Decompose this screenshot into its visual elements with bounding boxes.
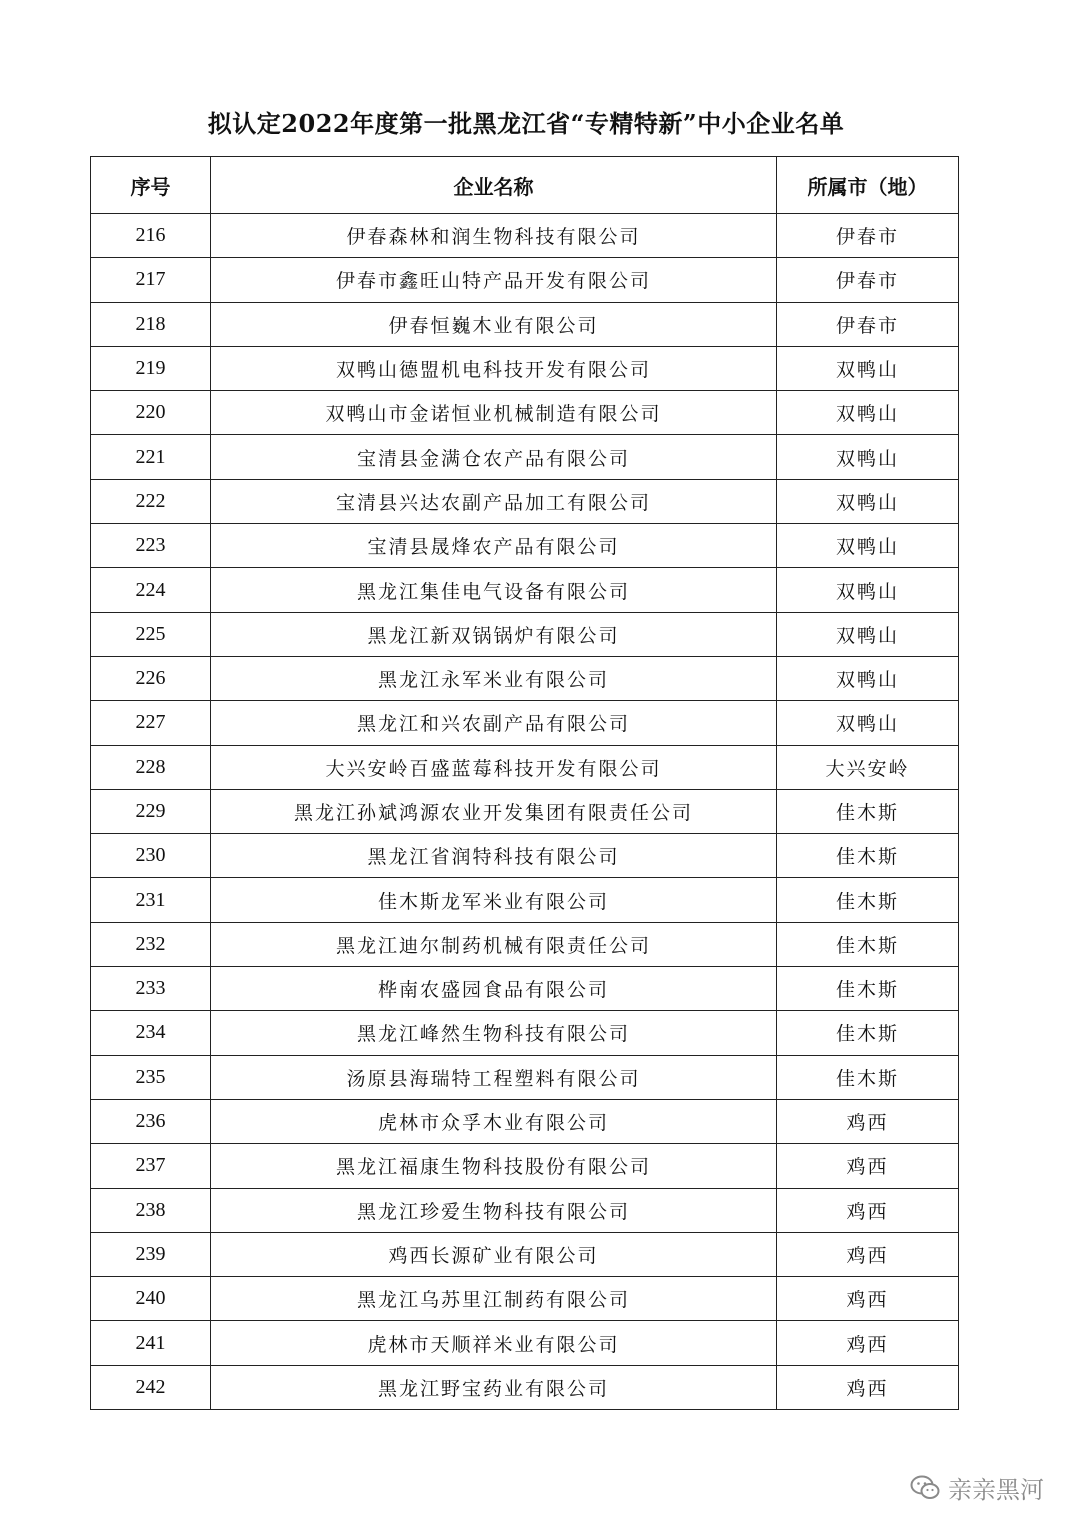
row-city: 佳木斯 (777, 967, 959, 1011)
table-row (91, 435, 959, 479)
row-city: 双鸭山 (777, 435, 959, 479)
table-header-row (91, 157, 959, 214)
table-row (91, 878, 959, 922)
row-index: 223 (91, 524, 211, 568)
row-index: 231 (91, 878, 211, 922)
row-enterprise-name: 黑龙江乌苏里江制药有限公司 (211, 1277, 777, 1321)
table-row (91, 701, 959, 745)
row-city: 双鸭山 (777, 568, 959, 612)
table-row (91, 346, 959, 390)
row-enterprise-name: 黑龙江集佳电气设备有限公司 (211, 568, 777, 612)
row-index: 217 (91, 258, 211, 302)
document-title: 拟认定2022年度第一批黑龙江省“专精特新”中小企业名单 (207, 109, 845, 138)
row-enterprise-name: 黑龙江珍爱生物科技有限公司 (211, 1188, 777, 1232)
row-city: 大兴安岭 (777, 745, 959, 789)
table-row (91, 1321, 959, 1365)
table-row (91, 302, 959, 346)
row-city: 佳木斯 (777, 834, 959, 878)
table-row (91, 1365, 959, 1409)
table-row (91, 258, 959, 302)
row-enterprise-name: 黑龙江和兴农副产品有限公司 (211, 701, 777, 745)
table-row (91, 1232, 959, 1276)
table-row (91, 745, 959, 789)
row-index: 220 (91, 391, 211, 435)
row-city: 双鸭山 (777, 391, 959, 435)
row-index: 238 (91, 1188, 211, 1232)
row-index: 218 (91, 302, 211, 346)
row-index: 233 (91, 967, 211, 1011)
row-city: 佳木斯 (777, 789, 959, 833)
row-index: 241 (91, 1321, 211, 1365)
row-city: 鸡西 (777, 1365, 959, 1409)
row-index: 235 (91, 1055, 211, 1099)
row-city: 伊春市 (777, 258, 959, 302)
table-row (91, 214, 959, 258)
table-row (91, 834, 959, 878)
row-city: 双鸭山 (777, 479, 959, 523)
row-index: 228 (91, 745, 211, 789)
row-enterprise-name: 伊春市鑫旺山特产品开发有限公司 (211, 258, 777, 302)
row-enterprise-name: 大兴安岭百盛蓝莓科技开发有限公司 (211, 745, 777, 789)
row-index: 227 (91, 701, 211, 745)
table-row (91, 1188, 959, 1232)
row-enterprise-name: 宝清县金满仓农产品有限公司 (211, 435, 777, 479)
row-index: 230 (91, 834, 211, 878)
table-row (91, 1099, 959, 1143)
row-city: 双鸭山 (777, 612, 959, 656)
row-index: 237 (91, 1144, 211, 1188)
row-enterprise-name: 黑龙江孙斌鸿源农业开发集团有限责任公司 (211, 789, 777, 833)
table-row (91, 479, 959, 523)
row-city: 鸡西 (777, 1277, 959, 1321)
row-city: 伊春市 (777, 302, 959, 346)
table-row (91, 1011, 959, 1055)
row-enterprise-name: 伊春森林和润生物科技有限公司 (211, 214, 777, 258)
table-row (91, 612, 959, 656)
row-city: 佳木斯 (777, 878, 959, 922)
table-row (91, 391, 959, 435)
row-index: 239 (91, 1232, 211, 1276)
enterprise-table (90, 156, 959, 1410)
table-row (91, 656, 959, 700)
row-city: 鸡西 (777, 1099, 959, 1143)
wechat-icon (910, 1475, 940, 1501)
row-index: 234 (91, 1011, 211, 1055)
table-row (91, 1277, 959, 1321)
watermark (910, 1470, 1044, 1505)
row-index: 232 (91, 922, 211, 966)
table-row (91, 1055, 959, 1099)
row-index: 216 (91, 214, 211, 258)
row-enterprise-name: 桦南农盛园食品有限公司 (211, 967, 777, 1011)
row-city: 鸡西 (777, 1188, 959, 1232)
row-index: 242 (91, 1365, 211, 1409)
table-row (91, 789, 959, 833)
row-enterprise-name: 伊春恒巍木业有限公司 (211, 302, 777, 346)
row-city: 佳木斯 (777, 922, 959, 966)
row-index: 224 (91, 568, 211, 612)
row-city: 佳木斯 (777, 1055, 959, 1099)
table-row (91, 568, 959, 612)
row-index: 219 (91, 346, 211, 390)
table-row (91, 524, 959, 568)
row-city: 双鸭山 (777, 524, 959, 568)
row-enterprise-name: 虎林市天顺祥米业有限公司 (211, 1321, 777, 1365)
row-enterprise-name: 双鸭山市金诺恒业机械制造有限公司 (211, 391, 777, 435)
row-city: 鸡西 (777, 1321, 959, 1365)
row-index: 226 (91, 656, 211, 700)
header-name: 企业名称 (211, 157, 777, 214)
row-enterprise-name: 黑龙江迪尔制药机械有限责任公司 (211, 922, 777, 966)
row-enterprise-name: 黑龙江福康生物科技股份有限公司 (211, 1144, 777, 1188)
row-enterprise-name: 双鸭山德盟机电科技开发有限公司 (211, 346, 777, 390)
row-index: 221 (91, 435, 211, 479)
row-enterprise-name: 虎林市众孚木业有限公司 (211, 1099, 777, 1143)
table-row (91, 967, 959, 1011)
table-row (91, 922, 959, 966)
table-body (91, 214, 959, 1410)
row-city: 鸡西 (777, 1232, 959, 1276)
row-enterprise-name: 黑龙江永军米业有限公司 (211, 656, 777, 700)
header-index: 序号 (91, 157, 211, 214)
row-enterprise-name: 宝清县兴达农副产品加工有限公司 (211, 479, 777, 523)
row-enterprise-name: 宝清县晟烽农产品有限公司 (211, 524, 777, 568)
row-index: 222 (91, 479, 211, 523)
row-enterprise-name: 黑龙江新双锅锅炉有限公司 (211, 612, 777, 656)
row-city: 双鸭山 (777, 656, 959, 700)
row-index: 225 (91, 612, 211, 656)
row-city: 鸡西 (777, 1144, 959, 1188)
row-index: 229 (91, 789, 211, 833)
table-row (91, 1144, 959, 1188)
row-city: 双鸭山 (777, 701, 959, 745)
row-enterprise-name: 黑龙江省润特科技有限公司 (211, 834, 777, 878)
row-enterprise-name: 黑龙江野宝药业有限公司 (211, 1365, 777, 1409)
row-enterprise-name: 鸡西长源矿业有限公司 (211, 1232, 777, 1276)
row-city: 双鸭山 (777, 346, 959, 390)
watermark-text: 亲亲黑河 (948, 1476, 1044, 1504)
row-city: 伊春市 (777, 214, 959, 258)
header-city: 所属市（地） (777, 157, 959, 214)
row-enterprise-name: 佳木斯龙军米业有限公司 (211, 878, 777, 922)
row-index: 236 (91, 1099, 211, 1143)
row-enterprise-name: 黑龙江峰然生物科技有限公司 (211, 1011, 777, 1055)
row-index: 240 (91, 1277, 211, 1321)
row-enterprise-name: 汤原县海瑞特工程塑料有限公司 (211, 1055, 777, 1099)
row-city: 佳木斯 (777, 1011, 959, 1055)
